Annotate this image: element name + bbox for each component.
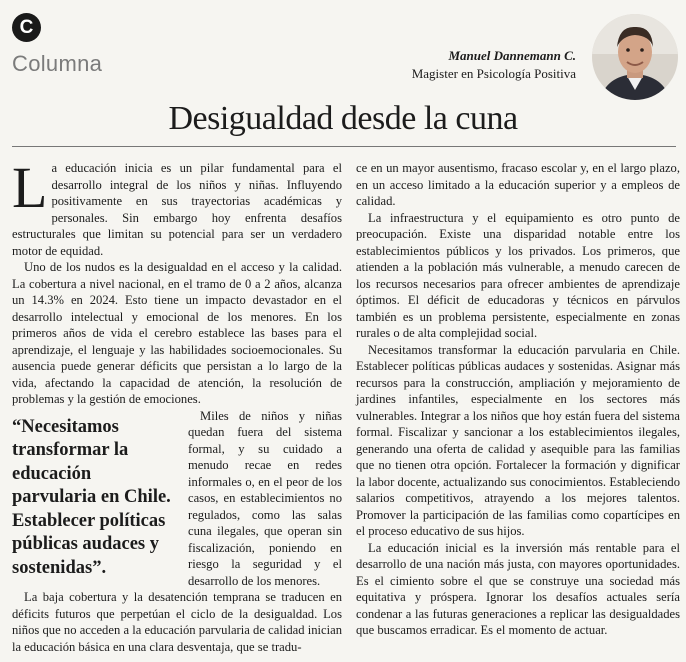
headline-divider — [12, 146, 676, 147]
paragraph: La infraestructura y el equipamiento es otro punto de preocupación. Existe una disparidad notable entre los establecimientos públicos y los privados. Los primeros, que atienden a la población más vulnerable, a menudo carecen de los recursos necesarios para ofrecer ambientes de aprendizaje óptimos. El déficit de educadoras y técnicos en párvulos también es un problema persistente, especialmente en zonas rurales o de alta complejidad social. — [356, 210, 680, 340]
article-column-1 — [12, 155, 342, 655]
pull-quote: “Necesitamos transformar la educación parvularia en Chile. Establecer políticas públicas audaces y sostenidas”. — [12, 416, 171, 578]
paragraph: ce en un mayor ausentismo, fracaso escolar y, en el largo plazo, en un acceso limitado a la educación superior y a empleos de calidad. — [356, 161, 680, 208]
section-label: Columna — [12, 51, 103, 76]
author-title: Magister en Psicología Positiva — [411, 66, 576, 81]
article-headline: Desigualdad desde la cuna — [168, 100, 518, 137]
paragraph: La educación inicial es la inversión más rentable para el desarrollo de una nación más justa, con mayores oportunidades. Es el cimiento sobre el que se construye una sociedad más equitativa y próspera. Ignorar los desafíos actuales sería condenar a las futuras generaciones a replicar las desigualdades que buscamos erradicar. Es el momento de actuar. — [356, 540, 680, 637]
article-column-2 — [356, 160, 680, 639]
paragraph: Necesitamos transformar la educación parvularia en Chile. Establecer políticas públicas audaces y sostenidas. Asignar más recursos para la construcción, ampliación y mejoramiento de jardines infantiles, especialmente en los sectores más vulnerables. Integrar a los niños que hoy están fuera del sistema formal. Fiscalizar y sancionar a los establecimientos ilegales, generando una oferta de calidad y asequible para las familias que no tienen otra opción. Fortalecer la formación y dignificar la labor docente, actualizando sus conocimientos. Estableciendo salarios competitivos, atrayendo a los mejores talentos. Promover la participación de las familias como copartícipes en el proceso educativo de sus hijos. — [356, 342, 680, 538]
paragraph: La educación inicia es un pilar fundamental para el desarrollo integral de los niños y niñas. Influyendo positivamente en sus trayectorias académicas y personales. Sin embargo hoy enfrenta desafíos estructurales que limitan su potencial para ser un verdadero motor de equidad. — [12, 155, 342, 258]
author-name: Manuel Dannemann C. — [448, 48, 576, 63]
paragraph: Uno de los nudos es la desigualdad en el acceso y la calidad. La cobertura a nivel nacional, en el tramo de 0 a 2 años, alcanza un 14.3% en 2024. Esto tiene un impacto devastador en el desarrollo intelectual y emocional de los menores. En los primeros años de vida el cerebro establece las bases para el aprendizaje, el lenguaje y las habilidades socioemocionales. Su ausencia puede generar déficits que persistan a lo largo de la vida, afectando la capacidad de atención, la resolución de problemas y la gestión de emociones. — [12, 260, 342, 406]
author-photo — [592, 14, 678, 100]
drop-cap: L — [12, 155, 48, 220]
paragraph: La baja cobertura y la desatención temprana se traducen en déficits futuros que perpetúan el ciclo de la desigualdad. Los niños que no acceden a la educación parvularia de calidad inician la educación básica en una clara desventaja, que se tradu- — [12, 590, 342, 654]
author-byline — [412, 47, 576, 83]
paragraph: “Necesitamos transformar la educación parvularia en Chile. Establecer políticas públicas audaces y sostenidas”. Miles de niños y niñas quedan fuera del sistema formal, y su cuidado a menudo recae en redes informales o, en el peor de los casos, en establecimientos no regulados, como las salas cuna ilegales, que operan sin fiscalización, poniendo en riesgo la seguridad y el desarrollo de los menores. — [12, 408, 342, 588]
column-logo-badge: C — [12, 13, 41, 42]
